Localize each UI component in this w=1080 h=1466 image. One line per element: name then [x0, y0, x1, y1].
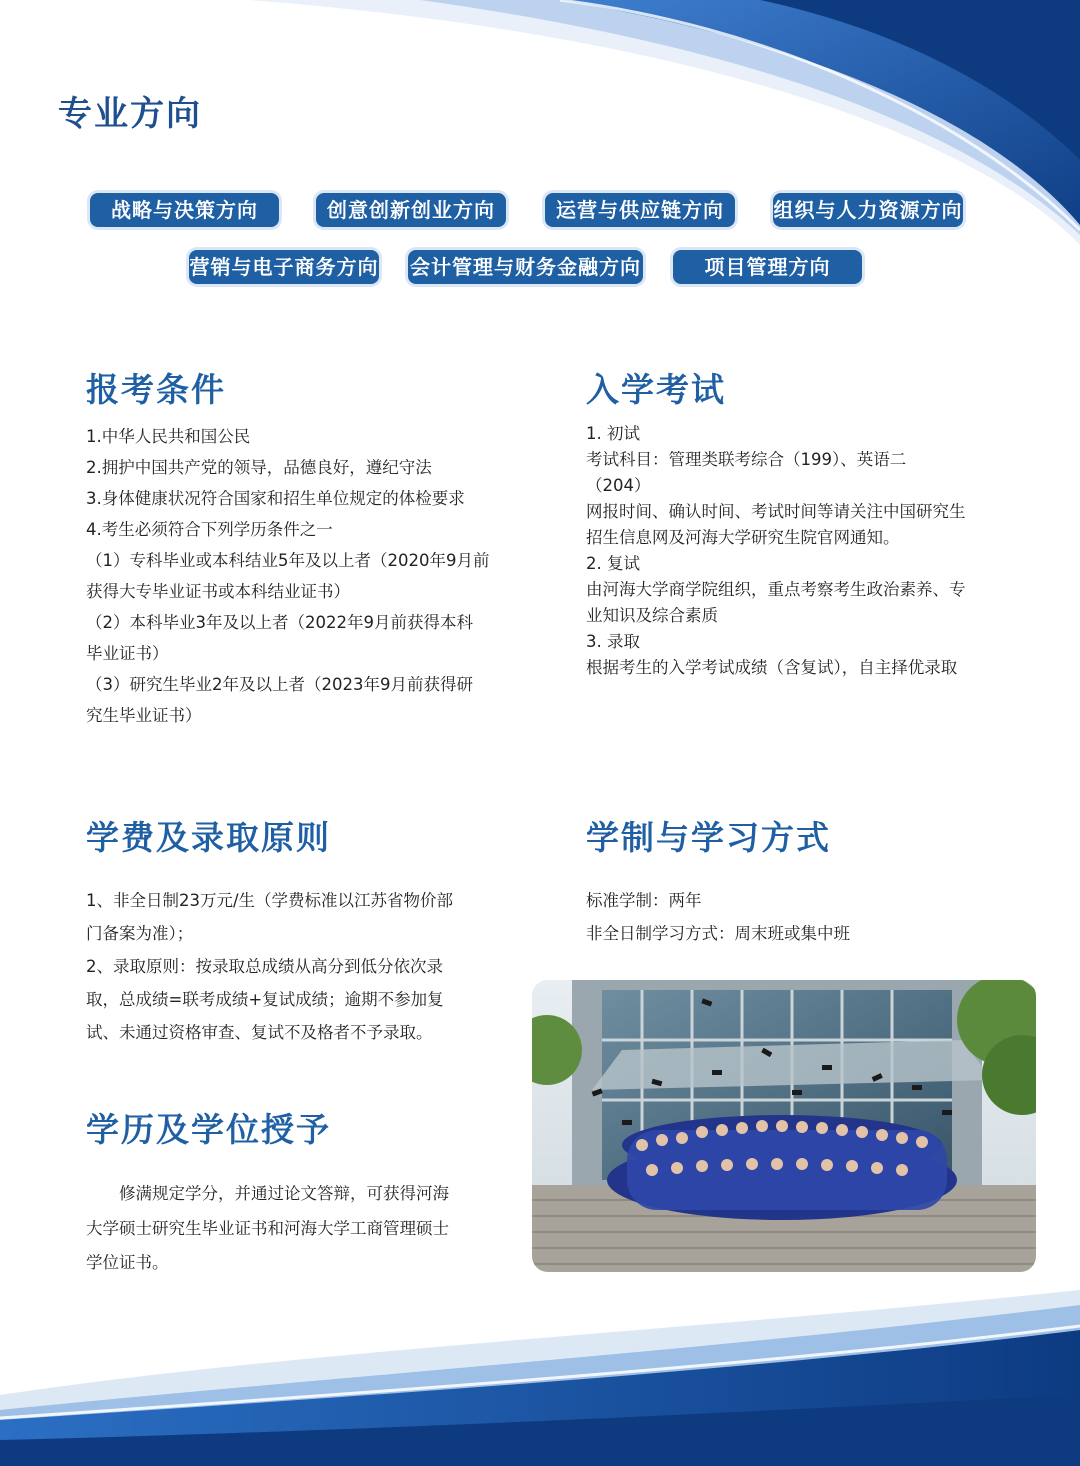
- text-line: 2. 复试: [586, 554, 640, 573]
- text-line: 1.中华人民共和国公民: [86, 427, 251, 446]
- text-line: 3.身体健康状况符合国家和招生单位规定的体检要求: [86, 489, 465, 508]
- text-line: 网报时间、确认时间、考试时间等请关注中国研究生: [586, 502, 966, 521]
- direction-pill-hr: 组织与人力资源方向: [773, 193, 963, 227]
- text-line: 标准学制：两年: [586, 891, 702, 910]
- text-line: （1）专科毕业或本科结业5年及以上者（2020年9月前: [86, 551, 490, 570]
- tuition-title: 学费及录取原则: [86, 818, 331, 857]
- text-line: 1. 初试: [586, 424, 640, 443]
- text-line: （3）研究生毕业2年及以上者（2023年9月前获得研: [86, 675, 473, 694]
- text-line: 根据考生的入学考试成绩（含复试），自主择优录取: [586, 658, 958, 677]
- degree-title: 学历及学位授予: [86, 1110, 331, 1149]
- text-line: 4.考生必须符合下列学历条件之一: [86, 520, 333, 539]
- text-line: 考试科目：管理类联考综合（199）、英语二: [586, 450, 907, 469]
- text-line: 门备案为准）；: [86, 924, 194, 943]
- text-line: 1、非全日制23万元/生（学费标准以江苏省物价部: [86, 891, 454, 910]
- text-line: 非全日制学习方式：周末班或集中班: [586, 924, 850, 943]
- text-line: 2、录取原则：按录取总成绩从高分到低分依次录: [86, 957, 443, 976]
- text-line: 由河海大学商学院组织，重点考察考生政治素养、专: [586, 580, 966, 599]
- degree-body: [86, 1177, 449, 1281]
- direction-pill-strategy: 战略与决策方向: [90, 193, 279, 227]
- direction-pill-finance: 会计管理与财务金融方向: [408, 250, 643, 284]
- admission-conditions-body: [86, 421, 490, 731]
- text-line: 大学硕士研究生毕业证书和河海大学工商管理硕士: [86, 1218, 449, 1238]
- text-line: （2）本科毕业3年及以上者（2022年9月前获得本科: [86, 613, 473, 632]
- admission-conditions-title: 报考条件: [86, 370, 226, 409]
- direction-pill-project: 项目管理方向: [673, 250, 862, 284]
- text-line: 业知识及综合素质: [586, 606, 718, 625]
- graduation-photo-illustration: [532, 980, 1036, 1272]
- text-line: 毕业证书）: [86, 644, 169, 663]
- direction-pill-operations: 运营与供应链方向: [545, 193, 735, 227]
- text-line: 取，总成绩=联考成绩+复试成绩；逾期不参加复: [86, 990, 444, 1009]
- tuition-body: [86, 884, 453, 1049]
- text-line: 3. 录取: [586, 632, 640, 651]
- text-line: 获得大专毕业证书或本科结业证书）: [86, 582, 350, 601]
- text-line: （204）: [586, 476, 651, 495]
- text-line: 修满规定学分，并通过论文答辩，可获得河海: [119, 1184, 449, 1203]
- entrance-exam-body: [586, 421, 966, 681]
- study-mode-body: [586, 884, 850, 950]
- study-mode-title: 学制与学习方式: [586, 818, 831, 857]
- text-line: 学位证书。: [86, 1253, 169, 1272]
- text-line: 2.拥护中国共产党的领导，品德良好，遵纪守法: [86, 458, 432, 477]
- page-title: 专业方向: [58, 94, 202, 134]
- text-line: 试、未通过资格审查、复试不及格者不予录取。: [86, 1023, 433, 1042]
- direction-pill-innovation: 创意创新创业方向: [316, 193, 506, 227]
- direction-pill-marketing: 营销与电子商务方向: [189, 250, 379, 284]
- text-line: 究生毕业证书）: [86, 706, 202, 725]
- entrance-exam-title: 入学考试: [586, 370, 726, 409]
- text-line: 招生信息网及河海大学研究生院官网通知。: [586, 528, 900, 547]
- graduation-photo: [532, 980, 1036, 1272]
